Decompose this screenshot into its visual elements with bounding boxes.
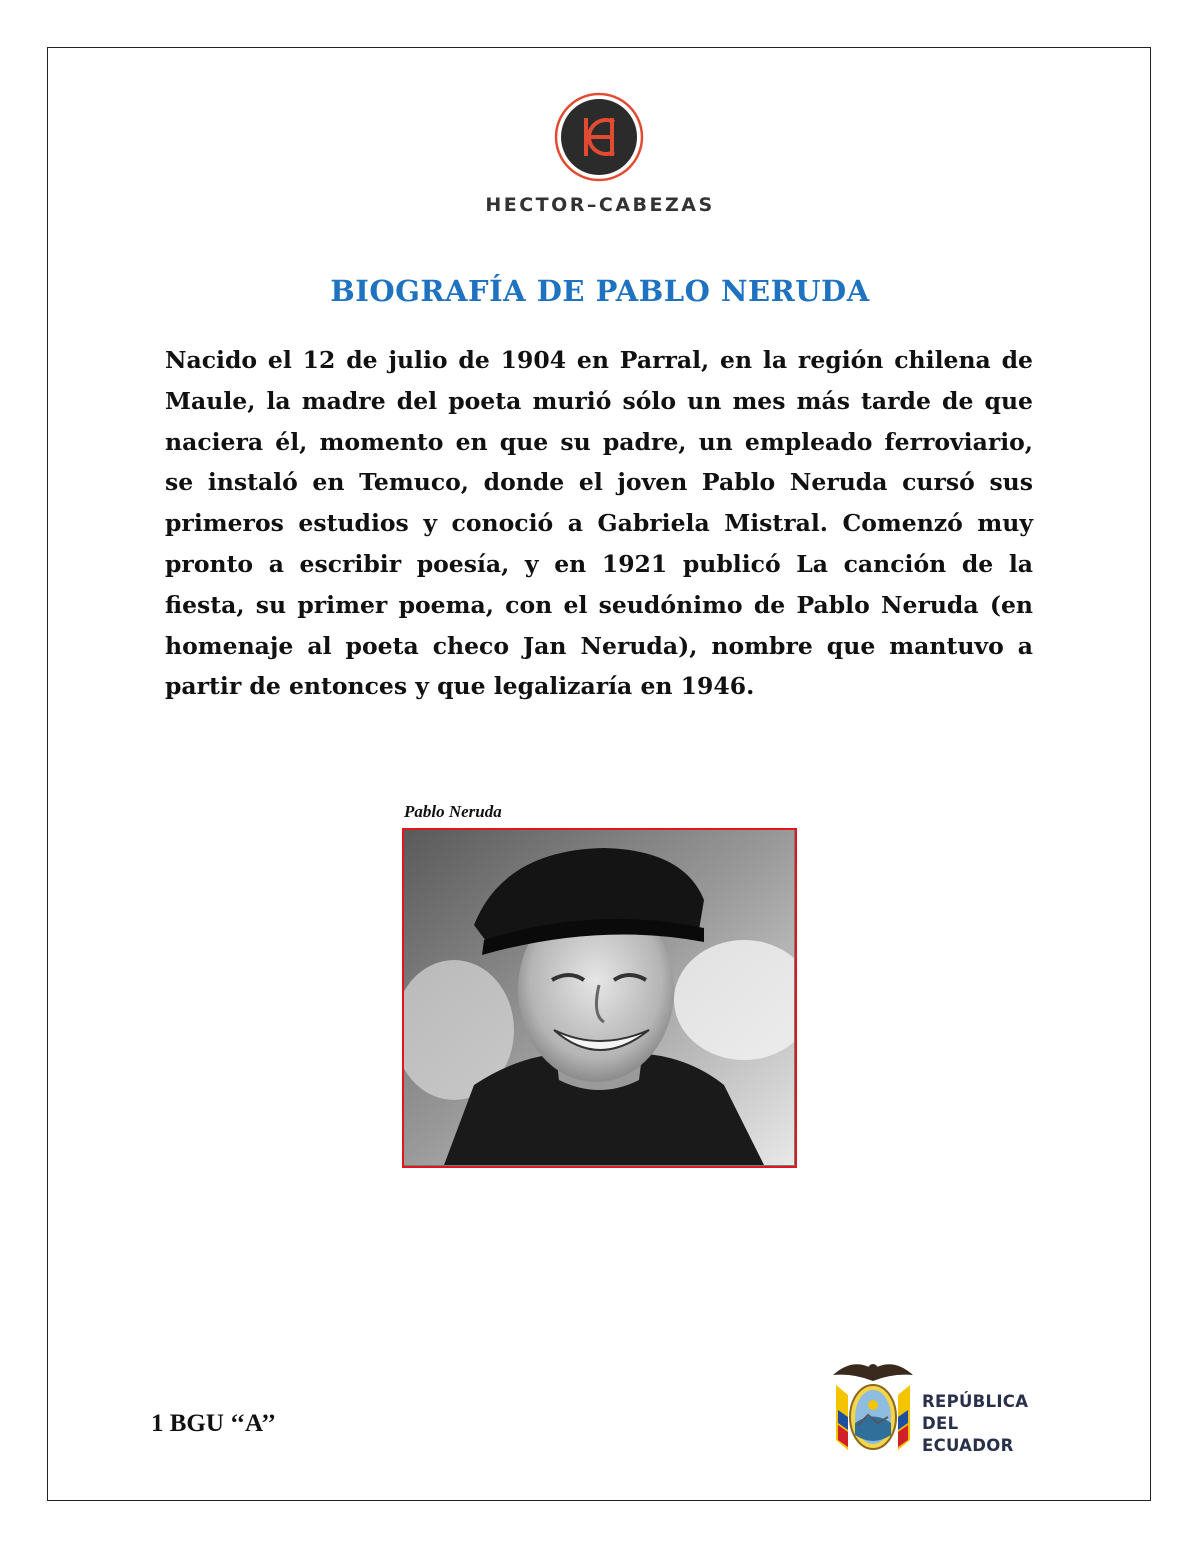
ecuador-seal-text	[922, 1391, 1038, 1457]
page-border	[47, 47, 1151, 1501]
class-label: 1 BGU ‘‘A’’	[151, 1410, 276, 1437]
page-title: BIOGRAFÍA DE PABLO NERUDA	[330, 274, 870, 308]
photo-caption: Pablo Neruda	[404, 802, 502, 821]
hc-monogram-icon	[554, 92, 644, 182]
logo-brand-text: HECTOR–CABEZAS	[485, 194, 715, 216]
seal-line-1: REPÚBLICA	[922, 1392, 1029, 1411]
ecuador-coat-of-arms-icon	[828, 1355, 918, 1465]
republica-ecuador-seal	[828, 1355, 1038, 1465]
neruda-portrait-photo	[402, 828, 797, 1168]
biography-paragraph: Nacido el 12 de julio de 1904 en Parral, en la región chilena de Maule, la madre del poeta murió sólo un mes más tarde de que naciera él, momento en que su padre, un empleado ferroviario, se instaló en Temuco, donde el joven Pablo Neruda cursó sus primeros estudios y conoció a Gabriela Mistral. Comenzó muy pronto a escribir poesía, y en 1921 publicó La canción de la fiesta, su primer poema, con el seudónimo de Pablo Neruda (en homenaje al poeta checo Jan Neruda), nombre que mantuvo a partir de entonces y que legalizaría en 1946.	[165, 346, 1033, 701]
school-logo	[470, 92, 730, 222]
seal-line-2: DEL ECUADOR	[922, 1414, 1014, 1455]
portrait-illustration	[404, 830, 794, 1165]
